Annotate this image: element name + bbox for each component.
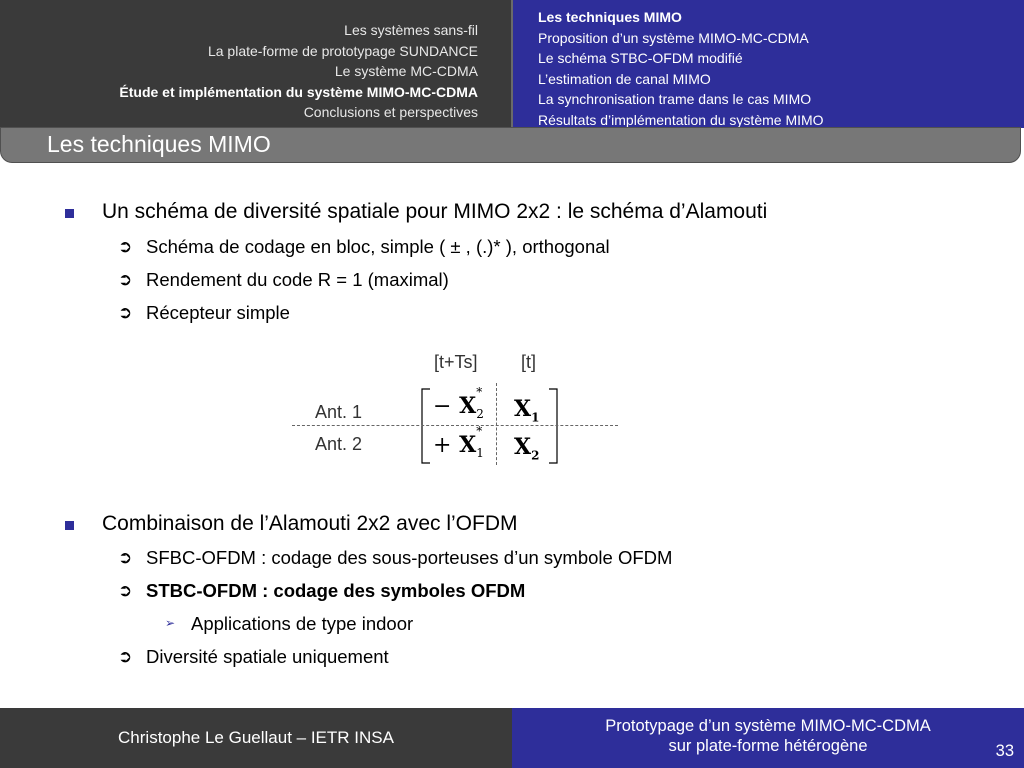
bullet-alamouti: Un schéma de diversité spatiale pour MIMO 2x2 : le schéma d’Alamouti	[102, 200, 768, 223]
matrix-dashed-col-divider	[496, 383, 497, 465]
sub-bullet-sfbc-ofdm: SFBC-OFDM : codage des sous-porteuses d’un symbole OFDM	[146, 547, 673, 568]
bullet-alamouti-ofdm: Combinaison de l’Alamouti 2x2 avec l’OFDM	[102, 512, 518, 535]
triangle-bullet-icon: ➢	[165, 616, 176, 630]
matrix-cell-r1c1: − $X^*_2$	[433, 384, 484, 422]
matrix-col-label-t: [t]	[521, 352, 537, 372]
nav-item-sundance[interactable]: La plate-forme de prototypage SUNDANCE	[207, 42, 478, 59]
arrow-bullet-icon: ➲	[118, 270, 133, 289]
sub-bullet-stbc-ofdm: STBC-OFDM : codage des symboles OFDM	[146, 580, 526, 601]
sub-sub-bullet-indoor: Applications de type indoor	[191, 613, 414, 634]
footer-left-panel	[0, 708, 512, 768]
nav-item-mimo-mc-cdma[interactable]: Étude et implémentation du système MIMO-MC-CDMA	[119, 83, 478, 100]
arrow-bullet-icon: ➲	[118, 237, 133, 256]
sub-bullet-simple-receiver: Récepteur simple	[146, 302, 290, 323]
matrix-left-bracket	[422, 389, 430, 463]
bullet-square-icon	[65, 521, 74, 530]
nav-item-conclusions[interactable]: Conclusions et perspectives	[303, 104, 478, 120]
sub-bullet-spatial-diversity: Diversité spatiale uniquement	[146, 646, 389, 667]
subnav-item-results[interactable]: Résultats d’implémentation du système MIMO	[538, 111, 824, 128]
subnav-item-proposal[interactable]: Proposition d’un système MIMO-MC-CDMA	[538, 29, 809, 46]
matrix-row-label-ant2: Ant. 2	[315, 434, 363, 454]
subnav-item-channel-estimation[interactable]: L’estimation de canal MIMO	[538, 70, 711, 87]
nav-item-wireless[interactable]: Les systèmes sans-fil	[344, 22, 478, 38]
matrix-right-bracket	[549, 389, 557, 463]
slide-title: Les techniques MIMO	[47, 131, 271, 157]
arrow-bullet-icon: ➲	[118, 647, 133, 666]
arrow-bullet-icon: ➲	[118, 581, 133, 600]
footer-presentation-title	[512, 716, 1024, 756]
matrix-col-label-t-ts: [t+Ts]	[434, 352, 478, 372]
nav-item-mc-cdma[interactable]: Le système MC-CDMA	[334, 63, 478, 79]
subnav-item-synchronisation[interactable]: La synchronisation trame dans le cas MIMO	[538, 91, 812, 107]
sub-bullet-block-code: Schéma de codage en bloc, simple ( ± , (.)* ), orthogonal	[146, 236, 610, 257]
arrow-bullet-icon: ➲	[118, 303, 133, 322]
footer-title-line2: sur plate-forme hétérogène	[668, 737, 868, 755]
footer-author: Christophe Le Guellaut – IETR INSA	[118, 728, 394, 747]
matrix-cell-r2c2: $X_2$	[514, 434, 540, 463]
page-number: 33	[995, 742, 1014, 760]
subnav-item-stbc-ofdm[interactable]: Le schéma STBC-OFDM modifié	[538, 50, 743, 66]
sub-bullet-code-rate: Rendement du code R = 1 (maximal)	[146, 269, 449, 290]
matrix-row-label-ant1: Ant. 1	[315, 402, 363, 422]
matrix-cell-r2c1: + $X^*_1$	[433, 423, 484, 461]
footer-right-panel	[512, 708, 1024, 768]
footer-title-line1: Prototypage d’un système MIMO-MC-CDMA	[605, 717, 931, 735]
matrix-cell-r1c2: $X_1$	[514, 396, 540, 425]
matrix-dashed-row-divider	[292, 425, 618, 426]
subnav-item-mimo-techniques[interactable]: Les techniques MIMO	[538, 9, 682, 25]
arrow-bullet-icon: ➲	[118, 548, 133, 567]
